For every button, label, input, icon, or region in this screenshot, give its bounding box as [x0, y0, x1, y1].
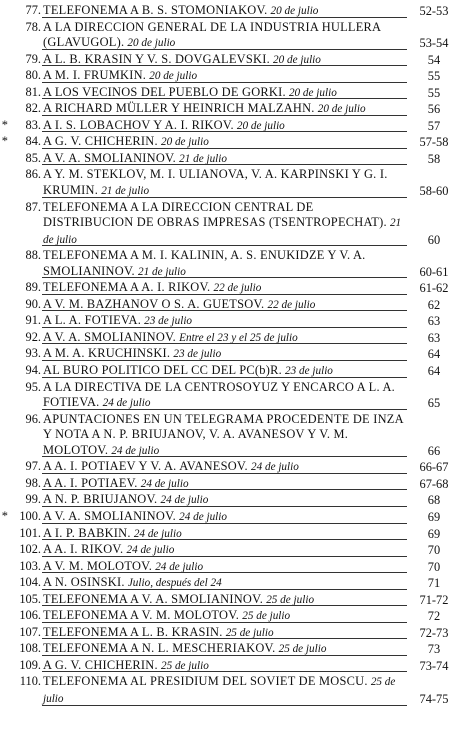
- entry-page-number: 72: [427, 609, 441, 624]
- entry-number: 88.: [25, 248, 41, 263]
- entry-underline: [42, 622, 407, 623]
- entry-underline: [42, 489, 407, 490]
- entry-number: 97.: [25, 459, 41, 474]
- entry-title: A G. V. CHICHERIN.: [43, 657, 158, 672]
- toc-entry: [0, 346, 465, 363]
- entry-page-number: 69: [427, 526, 441, 541]
- entry-number: 98.: [25, 475, 41, 490]
- entry-title: A M. I. FRUMKIN.: [43, 68, 147, 83]
- entry-date: 23 de julio: [285, 365, 333, 378]
- entry-underline: [42, 65, 407, 66]
- toc-entry: [0, 476, 465, 493]
- toc-entry: [0, 200, 465, 249]
- entry-title: A V. M. MOLOTOV.: [43, 558, 153, 573]
- entry-page-number: 54: [427, 52, 441, 67]
- entry-date: 24 de julio: [102, 397, 151, 410]
- entry-underline: [42, 343, 407, 344]
- entry-date: 20 de julio: [127, 37, 176, 50]
- entry-page-number: 63: [427, 314, 441, 329]
- entry-number: 105.: [19, 591, 41, 606]
- toc-entry: [0, 492, 465, 509]
- entry-date: 22 de julio: [267, 298, 316, 311]
- toc-entry: [0, 118, 465, 135]
- entry-number: 110.: [19, 674, 41, 689]
- toc-entry: [0, 167, 465, 199]
- toc-entry: [0, 509, 465, 526]
- entry-title: A LA DIRECTIVA DE LA CENTROSOYUZ Y ENCARCO A L. A. FOTIEVA.: [43, 379, 396, 410]
- entry-underline: [42, 638, 407, 639]
- entry-page-number: 71-72: [419, 592, 449, 607]
- entry-title: A LA DIRECCION GENERAL DE LA INDUSTRIA HULLERA (GLAVUGOL).: [43, 19, 381, 50]
- entry-page-number: 56: [427, 102, 441, 117]
- entry-title: TELEFONEMA A V. M. MOLOTOV.: [43, 608, 240, 623]
- entry-page-number: 55: [427, 85, 441, 100]
- toc-entry: [0, 134, 465, 151]
- toc-entry: [0, 85, 465, 102]
- entry-page-number: 58-60: [419, 184, 449, 199]
- entry-title: APUNTACIONES EN UN TELEGRAMA PROCEDENTE DE INZA Y NOTA A N. P. BRIUJANOV, V. A. AVANESOV Y V. M. MOLOTOV.: [43, 411, 404, 457]
- table-of-contents: [0, 3, 465, 708]
- entry-underline: [42, 360, 407, 361]
- entry-page-number: 73: [427, 642, 441, 657]
- entry-title: A A. I. POTIAEV.: [43, 475, 138, 490]
- entry-page-number: 70: [427, 543, 441, 558]
- entry-number: 102.: [19, 542, 41, 557]
- entry-page-number: 57-58: [419, 135, 449, 150]
- entry-date: 24 de julio: [179, 510, 227, 523]
- entry-underline: [42, 327, 407, 328]
- entry-underline: [42, 49, 407, 50]
- toc-entry: [0, 280, 465, 297]
- entry-number: 107.: [19, 624, 41, 639]
- entry-date: 24 de julio: [133, 527, 182, 540]
- entry-underline: [42, 164, 407, 165]
- toc-entry: [0, 313, 465, 330]
- entry-date: 24 de julio: [250, 461, 299, 474]
- entry-underline: [42, 277, 407, 278]
- entry-underline: [42, 671, 407, 672]
- entry-title: TELEFONEMA A A. I. RIKOV.: [43, 280, 211, 295]
- entry-page-number: 74-75: [419, 691, 449, 706]
- entry-underline: [42, 589, 407, 590]
- toc-entry: [0, 101, 465, 118]
- entry-page-number: 73-74: [419, 658, 449, 673]
- entry-number: 87.: [25, 199, 41, 214]
- toc-entry: [0, 592, 465, 609]
- entry-page-number: 68: [427, 493, 441, 508]
- toc-entry: [0, 151, 465, 168]
- entry-date: 25 de julio: [160, 659, 209, 672]
- entry-date: 23 de julio: [144, 315, 193, 328]
- entry-title: A RICHARD MÜLLER Y HEINRICH MALZAHN.: [43, 101, 315, 116]
- entry-page-number: 71: [427, 576, 441, 591]
- entry-underline: [42, 98, 407, 99]
- entry-date: 21 de julio: [43, 217, 402, 246]
- entry-number: 79.: [25, 51, 41, 66]
- entry-underline: [42, 705, 407, 706]
- entry-title: A L. B. KRASIN Y V. S. DOVGALEVSKI.: [43, 51, 270, 66]
- entry-date: 24 de julio: [126, 544, 175, 557]
- entry-date: 25 de julio: [278, 643, 327, 656]
- entry-page-number: 61-62: [419, 281, 449, 296]
- toc-entry: [0, 575, 465, 592]
- entry-title: TELEFONEMA A LA DIRECCION CENTRAL DE DISTRIBUCION DE OBRAS IMPRESAS (TSENTROPECHAT).: [43, 199, 387, 230]
- entry-underline: [42, 245, 407, 246]
- toc-entry: [0, 330, 465, 347]
- toc-entry: [0, 608, 465, 625]
- entry-underline: [42, 310, 407, 311]
- entry-underline: [42, 197, 407, 198]
- entry-number: 83.: [25, 117, 41, 132]
- entry-date: 24 de julio: [155, 560, 204, 573]
- entry-number: 89.: [25, 280, 41, 295]
- entry-number: 80.: [25, 68, 41, 83]
- entry-date: 25 de julio: [225, 626, 274, 639]
- entry-title: A I. P. BABKIN.: [43, 525, 131, 540]
- toc-entry: [0, 658, 465, 675]
- entry-page-number: 53-54: [419, 36, 449, 51]
- entry-date: 25 de julio: [43, 676, 396, 705]
- toc-entry: [0, 559, 465, 576]
- toc-entry: [0, 412, 465, 460]
- entry-page-number: 52-53: [419, 4, 449, 18]
- asterisk-mark: *: [1, 117, 8, 132]
- entry-title: A V. A. SMOLIANINOV.: [43, 329, 177, 344]
- entry-date: 25 de julio: [266, 593, 315, 606]
- entry-page-number: 64: [427, 364, 441, 379]
- entry-number: 91.: [25, 313, 41, 328]
- entry-title: A M. A. KRUCHINSKI.: [43, 346, 171, 361]
- entry-number: 84.: [25, 134, 41, 149]
- entry-number: 85.: [25, 150, 41, 165]
- entry-number: 101.: [19, 525, 41, 540]
- entry-date: Entre el 23 y el 25 de julio: [179, 331, 298, 344]
- asterisk-mark: *: [1, 134, 8, 149]
- entry-title: A A. I. POTIAEV Y V. A. AVANESOV.: [43, 459, 248, 474]
- toc-entry: [0, 625, 465, 642]
- toc-entry: [0, 380, 465, 412]
- entry-number: 104.: [19, 575, 41, 590]
- toc-entry: [0, 542, 465, 559]
- toc-entry: [0, 68, 465, 85]
- toc-entry: [0, 363, 465, 380]
- entry-page-number: 70: [427, 559, 441, 574]
- toc-entry: [0, 20, 465, 52]
- entry-date: 21 de julio: [101, 185, 150, 198]
- entry-date: 22 de julio: [213, 282, 262, 295]
- entry-underline: [42, 655, 407, 656]
- entry-number: 77.: [25, 3, 41, 17]
- entry-number: 82.: [25, 101, 41, 116]
- entry-date: 20 de julio: [317, 103, 366, 116]
- entry-number: 95.: [25, 379, 41, 394]
- entry-number: 103.: [19, 558, 41, 573]
- entry-page-number: 60-61: [419, 264, 449, 279]
- entry-number: 99.: [25, 492, 41, 507]
- entry-title: TELEFONEMA A L. B. KRASIN.: [43, 624, 223, 639]
- entry-title: TELEFONEMA A B. S. STOMONIAKOV.: [43, 3, 268, 17]
- entry-title: TELEFONEMA A N. L. MESCHERIAKOV.: [43, 641, 276, 656]
- entry-date: 21 de julio: [138, 265, 186, 278]
- toc-entry: [0, 641, 465, 658]
- entry-number: 93.: [25, 346, 41, 361]
- entry-page-number: 58: [427, 151, 441, 166]
- entry-underline: [42, 539, 407, 540]
- entry-underline: [42, 456, 407, 457]
- entry-underline: [42, 131, 407, 132]
- entry-underline: [42, 572, 407, 573]
- entry-number: 90.: [25, 296, 41, 311]
- entry-number: 108.: [19, 641, 41, 656]
- entry-underline: [42, 294, 407, 295]
- entry-date: 25 de julio: [242, 610, 291, 623]
- entry-underline: [42, 556, 407, 557]
- toc-entry: [0, 248, 465, 280]
- entry-date: 20 de julio: [270, 5, 319, 17]
- entry-number: 78.: [25, 19, 41, 34]
- entry-date: 24 de julio: [111, 444, 160, 457]
- entry-title: AL BURO POLITICO DEL CC DEL PC(b)R.: [43, 363, 282, 378]
- entry-date: 20 de julio: [149, 70, 198, 83]
- entry-page-number: 55: [427, 69, 441, 84]
- entry-title: A N. OSINSKI.: [43, 575, 125, 590]
- entry-date: 20 de julio: [160, 136, 209, 149]
- entry-date: Julio, después del 24: [127, 577, 222, 590]
- entry-number: 109.: [19, 657, 41, 672]
- entry-page-number: 69: [427, 509, 441, 524]
- toc-entry: [0, 674, 465, 707]
- entry-page-number: 66: [427, 443, 441, 458]
- toc-entry: [0, 459, 465, 476]
- entry-date: 24 de julio: [160, 494, 209, 507]
- entry-underline: [42, 377, 407, 378]
- entry-title: A V. A. SMOLIANINOV.: [43, 508, 177, 523]
- entry-underline: [42, 523, 407, 524]
- entry-number: 96.: [25, 411, 41, 426]
- entry-date: 20 de julio: [273, 53, 321, 66]
- entry-number: 100.: [19, 508, 41, 523]
- asterisk-mark: *: [1, 508, 8, 523]
- entry-page-number: 60: [427, 232, 441, 247]
- entry-page-number: 64: [427, 347, 441, 362]
- entry-page-number: 57: [427, 118, 441, 133]
- entry-page-number: 66-67: [419, 460, 449, 475]
- entry-title: A A. I. RIKOV.: [43, 542, 124, 557]
- entry-underline: [42, 115, 407, 116]
- entry-title: A LOS VECINOS DEL PUEBLO DE GORKI.: [43, 84, 286, 99]
- entry-title: A I. S. LOBACHOV Y A. I. RIKOV.: [43, 117, 234, 132]
- entry-title: TELEFONEMA AL PRESIDIUM DEL SOVIET DE MOSCU.: [43, 674, 368, 689]
- entry-underline: [42, 506, 407, 507]
- entry-number: 81.: [25, 84, 41, 99]
- entry-date: 21 de julio: [179, 152, 227, 165]
- toc-entry: [0, 52, 465, 69]
- entry-date: 23 de julio: [173, 348, 222, 361]
- entry-date: 24 de julio: [140, 477, 189, 490]
- entry-title: TELEFONEMA A M. I. KALININ, A. S. ENUKIDZE Y V. A. SMOLIANINOV.: [43, 248, 366, 278]
- entry-number: 92.: [25, 329, 41, 344]
- entry-underline: [42, 605, 407, 606]
- entry-title: A V. M. BAZHANOV O S. A. GUETSOV.: [43, 296, 265, 311]
- entry-title: A L. A. FOTIEVA.: [43, 313, 142, 328]
- entry-title: TELEFONEMA A V. A. SMOLIANINOV.: [43, 591, 264, 606]
- entry-page-number: 62: [427, 297, 441, 312]
- entry-number: 94.: [25, 363, 41, 378]
- entry-page-number: 63: [427, 330, 441, 345]
- entry-underline: [42, 473, 407, 474]
- toc-entry: [0, 297, 465, 314]
- entry-page-number: 67-68: [419, 476, 449, 491]
- entry-number: 86.: [25, 167, 41, 182]
- entry-underline: [42, 17, 407, 18]
- entry-page-number: 72-73: [419, 625, 449, 640]
- entry-title: A V. A. SMOLIANINOV.: [43, 150, 177, 165]
- entry-title: A G. V. CHICHERIN.: [43, 134, 158, 149]
- entry-underline: [42, 82, 407, 83]
- entry-title: A N. P. BRIUJANOV.: [43, 492, 158, 507]
- entry-underline: [42, 409, 407, 410]
- entry-title: A Y. M. STEKLOV, M. I. ULIANOVA, V. A. KARPINSKI Y G. I. KRUMIN.: [43, 167, 388, 198]
- entry-page-number: 65: [427, 396, 441, 411]
- toc-entry: [0, 3, 465, 20]
- entry-number: 106.: [19, 608, 41, 623]
- entry-date: 20 de julio: [288, 86, 337, 99]
- toc-entry: [0, 526, 465, 543]
- entry-underline: [42, 148, 407, 149]
- entry-date: 20 de julio: [236, 119, 285, 132]
